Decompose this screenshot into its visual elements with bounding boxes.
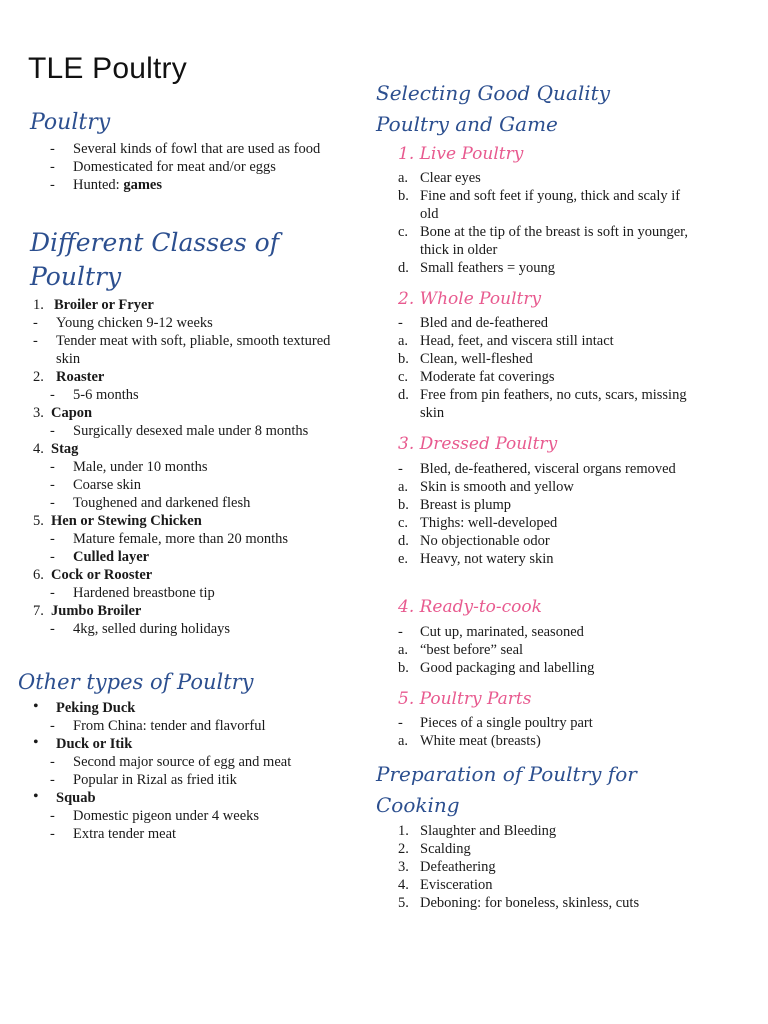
list-marker: 4.: [33, 441, 44, 457]
dash-marker: -: [50, 718, 55, 734]
class-name: [30, 512, 340, 530]
dash-marker: -: [50, 387, 55, 403]
list-item-text: Bone at the tip of the breast is soft in younger, thick in older: [420, 224, 689, 258]
ready-to-cook-list: [396, 623, 696, 677]
selecting-heading-block: [376, 78, 610, 140]
list-item-text: Male, under 10 months: [73, 459, 208, 475]
list-marker: 6.: [33, 567, 44, 583]
class-name: [30, 368, 340, 386]
list-item-text: Hunted:: [73, 177, 124, 193]
dash-marker: -: [50, 826, 55, 842]
list-item-text: Thighs: well-developed: [420, 515, 558, 531]
list-item: [30, 494, 340, 512]
class-name-text: Capon: [51, 405, 93, 421]
class-name-text: Stag: [51, 441, 79, 457]
list-item: [396, 714, 696, 732]
preparation-heading-line2: Cooking: [376, 793, 460, 817]
list-item: [46, 176, 336, 194]
preparation-heading-line1: Preparation of Poultry for: [376, 762, 637, 786]
dressed-poultry-heading: 3. Dressed Poultry: [398, 434, 558, 454]
other-heading: Other types of Poultry: [18, 670, 254, 694]
list-item: [396, 858, 736, 876]
list-item-text: Slaughter and Bleeding: [420, 823, 557, 839]
whole-poultry-heading: 2. Whole Poultry: [398, 289, 542, 309]
list-item-text: From China: tender and flavorful: [73, 718, 266, 734]
bullet-item-text: Squab: [56, 790, 96, 806]
list-item: [30, 717, 350, 735]
list-item: [46, 158, 336, 176]
poultry-parts-list: [396, 714, 696, 750]
class-name-text: Hen or Stewing Chicken: [51, 513, 202, 529]
dash-marker: -: [50, 772, 55, 788]
dash-marker: -: [50, 423, 55, 439]
live-poultry-list: [396, 169, 696, 277]
list-item: [396, 732, 696, 750]
list-item-text: 5-6 months: [73, 387, 139, 403]
list-item-text: Breast is plump: [420, 497, 512, 513]
list-item-text: Domesticated for meat and/or eggs: [73, 159, 276, 175]
list-item-text: Pieces of a single poultry part: [420, 715, 593, 731]
dash-marker: -: [50, 808, 55, 824]
list-item-text: Head, feet, and viscera still intact: [420, 333, 614, 349]
list-item: [396, 259, 696, 277]
list-item-text: Defeathering: [420, 859, 496, 875]
list-item: [396, 332, 696, 350]
list-item: [396, 460, 696, 478]
list-item-bold-text: games: [123, 177, 163, 193]
list-item: [396, 876, 736, 894]
list-marker: b.: [398, 497, 409, 513]
list-marker: -: [50, 141, 55, 157]
list-item-text: Evisceration: [420, 877, 493, 893]
whole-poultry-list: [396, 314, 696, 422]
list-item-text: Bled, de-feathered, visceral organs removed: [420, 461, 676, 477]
bullet-item-text: Duck or Itik: [56, 736, 133, 752]
list-item-text: Toughened and darkened flesh: [73, 495, 251, 511]
list-marker: 4.: [398, 877, 409, 893]
list-marker: 2.: [398, 841, 409, 857]
list-item-text: Hardened breastbone tip: [73, 585, 215, 601]
poultry-section: [30, 106, 110, 139]
classes-list: [30, 296, 340, 638]
list-marker: c.: [398, 369, 409, 385]
list-item: [30, 825, 350, 843]
list-item: [396, 514, 696, 532]
list-item: [30, 458, 340, 476]
poultry-heading: Poultry: [30, 110, 111, 135]
list-item-text: Clear eyes: [420, 170, 481, 186]
list-marker: 3.: [398, 859, 409, 875]
list-item-text: Scalding: [420, 841, 471, 857]
list-item-text: White meat (breasts): [420, 733, 541, 749]
list-item: [396, 532, 696, 550]
dash-marker: -: [50, 585, 55, 601]
list-marker: b.: [398, 660, 409, 676]
list-item-text: Several kinds of fowl that are used as food: [73, 141, 321, 157]
list-marker: a.: [398, 642, 409, 658]
bullet-item: [30, 735, 350, 753]
list-marker: 1.: [33, 297, 44, 313]
bullet-item: [30, 789, 350, 807]
list-marker: -: [50, 177, 55, 193]
list-item: [396, 350, 696, 368]
list-marker: e.: [398, 551, 409, 567]
list-item: [396, 386, 696, 422]
list-marker: b.: [398, 188, 409, 204]
list-marker: c.: [398, 515, 409, 531]
list-item: [30, 386, 340, 404]
classes-heading-line1: Different Classes of: [30, 228, 279, 257]
list-marker: a.: [398, 170, 409, 186]
list-item: [396, 623, 696, 641]
list-marker: 5.: [398, 895, 409, 911]
list-item-text: Cut up, marinated, seasoned: [420, 624, 584, 640]
list-marker: -: [50, 159, 55, 175]
list-item-text: Skin is smooth and yellow: [420, 479, 574, 495]
list-item: [396, 223, 696, 259]
list-marker: -: [398, 315, 403, 331]
list-item-text: Deboning: for boneless, skinless, cuts: [420, 895, 640, 911]
class-name: [30, 566, 340, 584]
list-item-text: Fine and soft feet if young, thick and scaly if old: [420, 188, 681, 222]
list-marker: d.: [398, 387, 409, 403]
doc-title: TLE Poultry: [28, 52, 187, 85]
dash-marker: -: [50, 495, 55, 511]
list-item-text: No objectionable odor: [420, 533, 550, 549]
bullet-item: [30, 699, 350, 717]
list-item: [396, 659, 696, 677]
list-item: [30, 314, 340, 332]
class-name-text: Jumbo Broiler: [51, 603, 142, 619]
list-item: [396, 478, 696, 496]
class-name: [30, 404, 340, 422]
list-marker: c.: [398, 224, 409, 240]
list-item-text: “best before” seal: [420, 642, 524, 658]
list-item-text: Tender meat with soft, pliable, smooth textured skin: [56, 333, 331, 367]
list-item-text: Good packaging and labelling: [420, 660, 595, 676]
list-item-text: Small feathers = young: [420, 260, 556, 276]
classes-heading-line2: Poultry: [30, 262, 122, 291]
poultry-list: [46, 140, 336, 194]
list-item-text: 4kg, selled during holidays: [73, 621, 231, 637]
list-item: [30, 530, 340, 548]
list-marker: d.: [398, 533, 409, 549]
list-item: [396, 894, 736, 912]
list-item-text: Clean, well-fleshed: [420, 351, 533, 367]
list-item-text: Young chicken 9-12 weeks: [56, 315, 213, 331]
bullet-icon: •: [33, 734, 39, 751]
list-item-text: Mature female, more than 20 months: [73, 531, 289, 547]
list-item-text: Surgically desexed male under 8 months: [73, 423, 309, 439]
list-item: [396, 840, 736, 858]
dash-marker: -: [50, 621, 55, 637]
list-item: [30, 771, 350, 789]
list-marker: a.: [398, 733, 409, 749]
class-name-text: Cock or Rooster: [51, 567, 153, 583]
other-heading-block: [18, 667, 254, 699]
list-item: [396, 496, 696, 514]
list-marker: a.: [398, 479, 409, 495]
list-marker: 1.: [398, 823, 409, 839]
list-item-text: Domestic pigeon under 4 weeks: [73, 808, 260, 824]
list-item: [30, 584, 340, 602]
list-marker: -: [398, 715, 403, 731]
other-list: [30, 699, 350, 843]
list-item-text: Extra tender meat: [73, 826, 177, 842]
class-name-text: Roaster: [56, 369, 105, 385]
bullet-icon: •: [33, 788, 39, 805]
class-name: [30, 602, 340, 620]
list-item: [30, 548, 340, 566]
list-marker: -: [398, 461, 403, 477]
list-item-text: Popular in Rizal as fried itik: [73, 772, 237, 788]
poultry-parts-heading: 5. Poultry Parts: [398, 689, 532, 709]
list-marker: -: [398, 624, 403, 640]
class-name: [30, 296, 340, 314]
preparation-list: [396, 822, 736, 912]
dash-marker: -: [33, 315, 38, 331]
list-item: [30, 753, 350, 771]
dash-marker: -: [50, 549, 55, 565]
list-item: [30, 422, 340, 440]
list-marker: 2.: [33, 369, 44, 385]
list-item: [396, 187, 696, 223]
dash-marker: -: [50, 531, 55, 547]
dash-marker: -: [33, 333, 38, 349]
list-item-text: Free from pin feathers, no cuts, scars, missing skin: [420, 387, 687, 421]
list-marker: 5.: [33, 513, 44, 529]
dash-marker: -: [50, 459, 55, 475]
selecting-heading-line2: Poultry and Game: [376, 112, 558, 136]
preparation-heading-block: [376, 759, 637, 821]
list-item: [46, 140, 336, 158]
list-marker: d.: [398, 260, 409, 276]
class-name-text: Broiler or Fryer: [54, 297, 154, 313]
classes-heading-block: [30, 226, 279, 294]
bullet-icon: •: [33, 698, 39, 715]
list-item: [30, 476, 340, 494]
dash-marker: -: [50, 754, 55, 770]
list-marker: b.: [398, 351, 409, 367]
selecting-heading-line1: Selecting Good Quality: [376, 81, 610, 105]
list-item-text: Second major source of egg and meat: [73, 754, 292, 770]
class-name: [30, 440, 340, 458]
dash-marker: -: [50, 477, 55, 493]
ready-to-cook-heading: 4. Ready-to-cook: [398, 597, 542, 617]
list-item: [30, 332, 340, 368]
list-item: [396, 169, 696, 187]
list-item-text: Culled layer: [73, 549, 150, 565]
list-item: [396, 550, 696, 568]
list-item: [396, 314, 696, 332]
list-marker: 3.: [33, 405, 44, 421]
bullet-item-text: Peking Duck: [56, 700, 136, 716]
list-marker: 7.: [33, 603, 44, 619]
list-item: [396, 641, 696, 659]
list-item: [30, 807, 350, 825]
list-item: [396, 368, 696, 386]
list-item: [396, 822, 736, 840]
list-marker: a.: [398, 333, 409, 349]
list-item-text: Moderate fat coverings: [420, 369, 555, 385]
list-item-text: Heavy, not watery skin: [420, 551, 554, 567]
dressed-poultry-list: [396, 460, 696, 568]
live-poultry-heading: 1. Live Poultry: [398, 144, 524, 164]
list-item-text: Bled and de-feathered: [420, 315, 549, 331]
list-item: [30, 620, 340, 638]
list-item-text: Coarse skin: [73, 477, 142, 493]
